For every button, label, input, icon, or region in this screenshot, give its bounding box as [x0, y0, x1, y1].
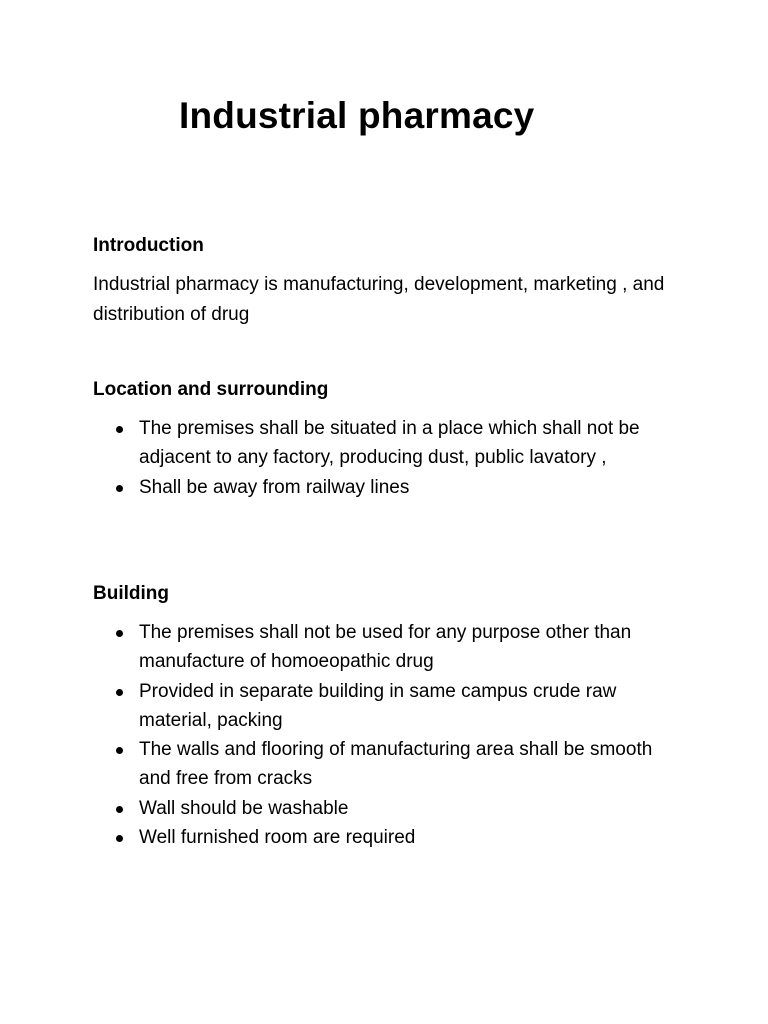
list-item [93, 414, 674, 473]
introduction-paragraph: Industrial pharmacy is manufacturing, development, marketing , and distribution of drug [93, 274, 665, 325]
list-item [93, 794, 659, 823]
section-heading-introduction: Introduction [93, 235, 204, 256]
list-item [93, 735, 659, 794]
list-item-text: Wall should be washable [139, 797, 349, 819]
section-heading-location: Location and surrounding [93, 379, 329, 400]
list-item-text: Shall be away from railway lines [139, 476, 410, 498]
bullet-icon [116, 835, 123, 842]
list-item-text: Well furnished room are required [139, 827, 416, 849]
list-item [93, 618, 659, 677]
document-title: Industrial pharmacy [179, 95, 535, 136]
bullet-icon [116, 806, 123, 813]
list-item-text: The premises shall be situated in a place which shall not be adjacent to any factory, producing dust, public lavatory , [139, 418, 640, 469]
bullet-icon [116, 485, 123, 492]
list-item-text: Provided in separate building in same campus crude raw material, packing [139, 680, 617, 731]
list-item-text: The premises shall not be used for any purpose other than manufacture of homoeopathic drug [139, 622, 632, 673]
bullet-icon [116, 426, 123, 433]
bullet-icon [116, 747, 123, 754]
section-introduction [93, 232, 703, 329]
list-item [93, 677, 679, 736]
list-item [93, 473, 703, 502]
section-location-and-surrounding [93, 376, 703, 502]
building-bullet-list [93, 618, 703, 852]
section-building [93, 580, 703, 852]
bullet-icon [116, 630, 123, 637]
location-bullet-list [93, 414, 703, 502]
bullet-icon [116, 689, 123, 696]
list-item [93, 823, 659, 852]
section-heading-building: Building [93, 583, 169, 604]
list-item-text: The walls and flooring of manufacturing area shall be smooth and free from cracks [139, 739, 653, 790]
